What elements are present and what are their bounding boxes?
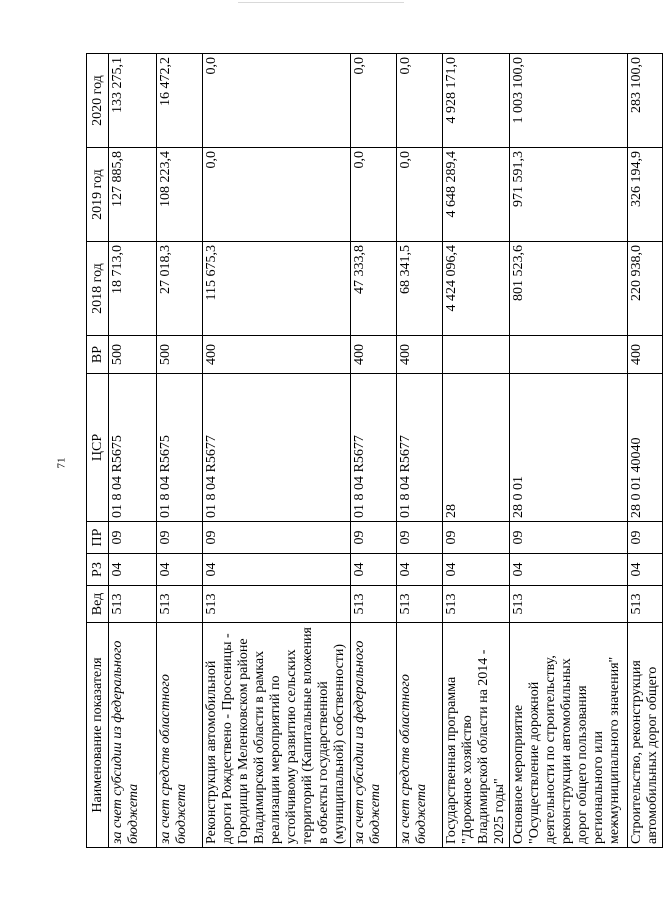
row-2020: 0,0	[351, 54, 397, 148]
row-vr	[510, 336, 628, 374]
row-ved: 513	[510, 586, 628, 623]
row-name: Основное мероприятие "Осуществление дорожной деятельности по строительству, реконструкции автомобильных дорог общего пользования регионального или межмуниципального значения"	[510, 623, 628, 848]
row-vr	[443, 336, 510, 374]
row-pr: 09	[157, 522, 203, 554]
row-2018: 68 341,5	[397, 242, 443, 336]
row-ved: 513	[157, 586, 203, 623]
row-2019: 0,0	[203, 148, 351, 242]
row-2019: 127 885,8	[109, 148, 157, 242]
row-ved: 513	[109, 586, 157, 623]
row-pr: 09	[351, 522, 397, 554]
header-vr: ВР	[87, 336, 109, 374]
row-vr: 400	[351, 336, 397, 374]
header-ved: Вед	[87, 586, 109, 623]
table-row	[203, 54, 351, 848]
row-rz: 04	[203, 554, 351, 586]
header-2019: 2019 год	[87, 148, 109, 242]
row-2018: 801 523,6	[510, 242, 628, 336]
row-csr: 01 8 04 R5677	[203, 374, 351, 522]
row-name: за счет средств областного бюджета	[157, 623, 203, 848]
row-2019: 0,0	[351, 148, 397, 242]
row-vr: 400	[397, 336, 443, 374]
row-rz: 04	[397, 554, 443, 586]
scan-artifact-line	[238, 2, 404, 3]
row-2018: 220 938,0	[628, 242, 663, 336]
row-ved: 513	[203, 586, 351, 623]
table-row	[628, 54, 663, 848]
row-vr: 500	[157, 336, 203, 374]
row-2019: 326 194,9	[628, 148, 663, 242]
row-csr: 28	[443, 374, 510, 522]
row-2020: 0,0	[397, 54, 443, 148]
header-2018: 2018 год	[87, 242, 109, 336]
budget-table-container	[86, 54, 660, 848]
row-2018: 27 018,3	[157, 242, 203, 336]
row-pr: 09	[397, 522, 443, 554]
row-2020: 133 275,1	[109, 54, 157, 148]
row-pr: 09	[203, 522, 351, 554]
row-2018: 47 333,8	[351, 242, 397, 336]
header-rz: РЗ	[87, 554, 109, 586]
row-csr: 01 8 04 R5675	[109, 374, 157, 522]
row-pr: 09	[443, 522, 510, 554]
row-rz: 04	[510, 554, 628, 586]
row-2018: 18 713,0	[109, 242, 157, 336]
table-row	[510, 54, 628, 848]
row-csr: 28 0 01	[510, 374, 628, 522]
row-name: Строительство, реконструкция автомобильных дорог общего	[628, 623, 663, 848]
row-csr: 01 8 04 R5677	[397, 374, 443, 522]
row-rz: 04	[157, 554, 203, 586]
row-csr: 01 8 04 R5675	[157, 374, 203, 522]
row-ved: 513	[397, 586, 443, 623]
row-2019: 971 591,3	[510, 148, 628, 242]
row-2018: 115 675,3	[203, 242, 351, 336]
row-ved: 513	[351, 586, 397, 623]
row-pr: 09	[109, 522, 157, 554]
row-ved: 513	[628, 586, 663, 623]
table-header-row	[87, 54, 109, 848]
row-2019: 0,0	[397, 148, 443, 242]
row-pr: 09	[628, 522, 663, 554]
row-2019: 4 648 289,4	[443, 148, 510, 242]
row-vr: 500	[109, 336, 157, 374]
row-pr: 09	[510, 522, 628, 554]
row-vr: 400	[628, 336, 663, 374]
table-row	[109, 54, 157, 848]
row-name: за счет субсидии из федерального бюджета	[109, 623, 157, 848]
page-number: 71	[55, 457, 68, 469]
row-ved: 513	[443, 586, 510, 623]
row-2020: 0,0	[203, 54, 351, 148]
row-2020: 4 928 171,0	[443, 54, 510, 148]
table-row	[351, 54, 397, 848]
header-name: Наименование показателя	[87, 623, 109, 848]
table-row	[157, 54, 203, 848]
row-vr: 400	[203, 336, 351, 374]
row-name: Государственная программа "Дорожное хозяйство Владимирской области на 2014 - 2025 годы"	[443, 623, 510, 848]
budget-table	[86, 53, 663, 848]
row-rz: 04	[351, 554, 397, 586]
row-2019: 108 223,4	[157, 148, 203, 242]
table-row	[397, 54, 443, 848]
row-name: Реконструкция автомобильной дороги Рождествено - Просеницы - Городищи в Меленковском районе Владимирской области в рамках реализации мероприятий по устойчивому развитию сельских территорий (Капитальные вложения в объекты государственной (муниципальной) собственности)	[203, 623, 351, 848]
header-pr: ПР	[87, 522, 109, 554]
table-row	[443, 54, 510, 848]
row-rz: 04	[443, 554, 510, 586]
row-2020: 1 003 100,0	[510, 54, 628, 148]
row-name: за счет средств областного бюджета	[397, 623, 443, 848]
row-2018: 4 424 096,4	[443, 242, 510, 336]
row-csr: 28 0 01 40040	[628, 374, 663, 522]
row-rz: 04	[109, 554, 157, 586]
row-2020: 283 100,0	[628, 54, 663, 148]
header-2020: 2020 год	[87, 54, 109, 148]
row-rz: 04	[628, 554, 663, 586]
row-csr: 01 8 04 R5677	[351, 374, 397, 522]
row-2020: 16 472,2	[157, 54, 203, 148]
row-name: за счет субсидии из федерального бюджета	[351, 623, 397, 848]
header-csr: ЦСР	[87, 374, 109, 522]
